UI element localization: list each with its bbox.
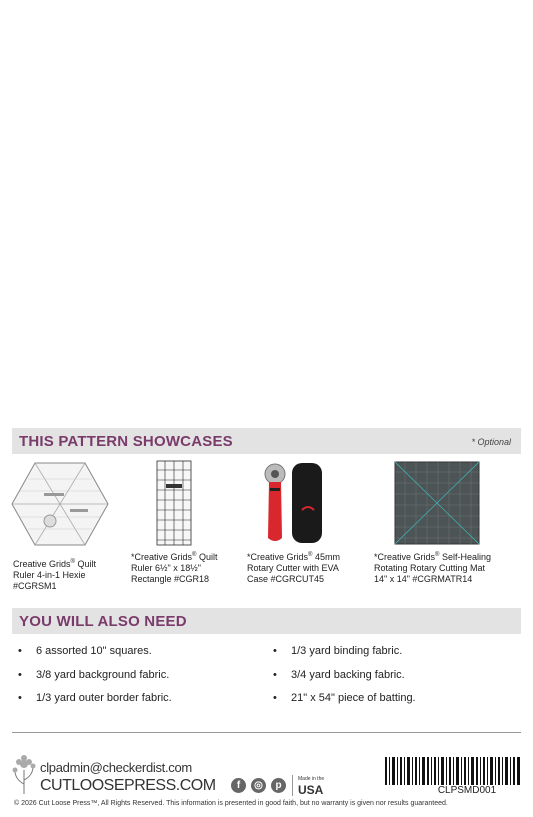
bullet: • [273, 692, 277, 704]
product-desc: Rotating Rotary Cutting Mat [374, 563, 486, 573]
bullet: • [18, 692, 22, 704]
need-text: 6 assorted 10" squares. [36, 645, 152, 657]
showcase-title: THIS PATTERN SHOWCASES [19, 433, 233, 450]
usa-label: USA [298, 783, 324, 797]
product-sku: Case #CGRCUT45 [247, 574, 325, 584]
reg-mark: ® [435, 552, 440, 558]
product-name-rest: 45mm [312, 552, 340, 562]
footer-divider [12, 732, 521, 733]
need-item [273, 645, 402, 657]
need-text: 3/4 yard backing fabric. [291, 669, 405, 681]
copyright-text: © 2026 Cut Loose Press™, All Rights Reserved. This information is presented in good faith, but no warranty is given nor results guaranteed. [14, 800, 448, 807]
product-desc: Ruler 6½" x 18½" [131, 563, 201, 573]
website-link[interactable]: CUTLOOSEPRESS.COM [40, 777, 216, 794]
showcase-header-band [12, 428, 521, 454]
product-name-rest: Self-Healing [439, 552, 491, 562]
need-title: YOU WILL ALSO NEED [19, 613, 187, 630]
optional-note: * Optional [471, 437, 511, 447]
bullet: • [18, 645, 22, 657]
need-text: 1/3 yard binding fabric. [291, 645, 403, 657]
hexie-ruler-image [10, 461, 110, 547]
pinterest-icon[interactable]: p [271, 778, 286, 793]
bullet: • [273, 669, 277, 681]
product-name: *Creative Grids [247, 552, 309, 562]
flower-logo-icon [10, 754, 38, 794]
product-caption-hexie-ruler [13, 557, 118, 592]
need-text: 1/3 yard outer border fabric. [36, 692, 172, 704]
need-text: 3/8 yard background fabric. [36, 669, 170, 681]
made-in-label: Made in the [298, 776, 325, 782]
product-desc: Ruler 4-in-1 Hexie [13, 570, 86, 580]
product-code: CLPSMD001 [437, 785, 497, 796]
made-in-usa-badge [292, 775, 324, 796]
instagram-icon[interactable]: ◎ [251, 778, 266, 793]
need-header-band [12, 608, 521, 634]
need-item [18, 692, 172, 704]
contact-email[interactable]: clpadmin@checkerdist.com [40, 760, 192, 775]
product-caption-rectangle-ruler [131, 550, 236, 585]
bullet: • [273, 645, 277, 657]
product-sku: #CGRSM1 [13, 581, 57, 591]
product-sku: Rectangle #CGR18 [131, 574, 210, 584]
product-caption-rotary-cutter [247, 550, 357, 585]
facebook-icon[interactable]: f [231, 778, 246, 793]
product-desc: Rotary Cutter with EVA [247, 563, 339, 573]
reg-mark: ® [308, 552, 313, 558]
product-name: *Creative Grids [131, 552, 193, 562]
need-item [273, 692, 416, 704]
product-sku: 14" x 14" #CGRMATR14 [374, 574, 473, 584]
product-name-rest: Quilt [196, 552, 218, 562]
rectangle-ruler-image [156, 460, 192, 546]
product-name: Creative Grids [13, 559, 71, 569]
product-name: *Creative Grids [374, 552, 436, 562]
need-item [18, 645, 152, 657]
reg-mark: ® [70, 559, 75, 565]
reg-mark: ® [192, 552, 197, 558]
need-item [273, 669, 405, 681]
barcode-icon [385, 757, 521, 785]
need-text: 21" x 54" piece of batting. [291, 692, 416, 704]
bullet: • [18, 669, 22, 681]
rotary-cutter-image [258, 460, 328, 546]
need-item [18, 669, 169, 681]
product-caption-cutting-mat [374, 550, 524, 585]
product-name-rest: Quilt [74, 559, 96, 569]
cutting-mat-image [394, 461, 480, 545]
